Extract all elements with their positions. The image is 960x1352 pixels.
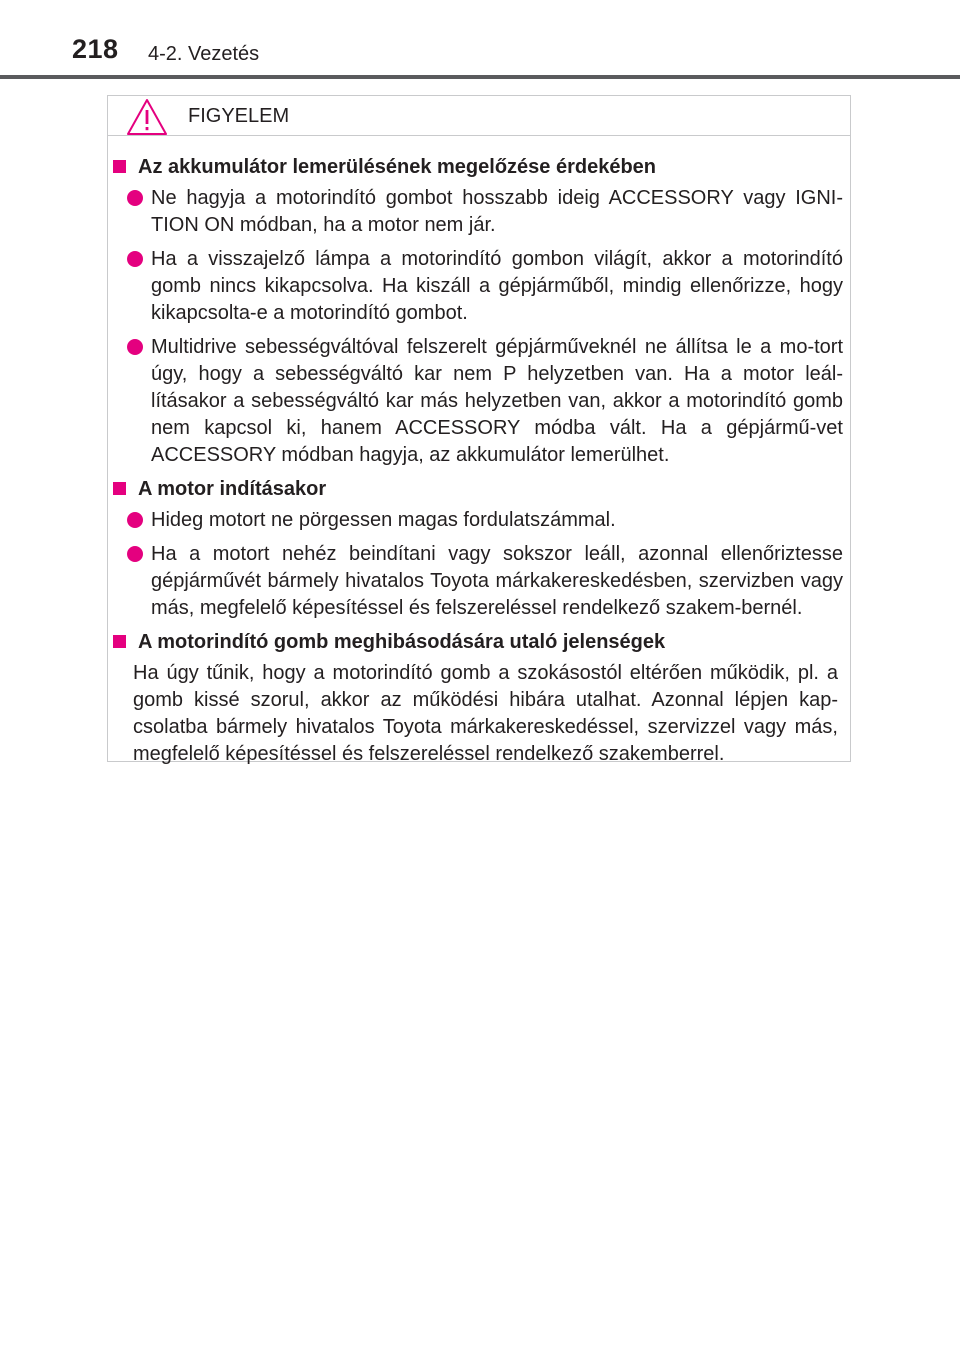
round-bullet-icon [127,251,143,267]
warning-content [108,154,850,768]
warning-box [107,95,851,765]
round-bullet-icon [127,546,143,562]
warning-triangle-icon [126,98,168,136]
square-bullet-icon [113,635,126,648]
section-title: 4-2. Vezetés [148,43,260,65]
round-bullet-icon [127,512,143,528]
list-item-text: Multidrive sebességváltóval felszerelt gépjárműveknél ne állítsa le a mo-tort úgy, hogy a sebességváltó kar nem P helyzetben van. Ha a motor leál-lításakor a sebességváltó kar más helyzetben van, akkor a motorindító gomb nem kapcsol ki, hanem ACCESSORY módba vált. Ha a gépjármű-vet ACCESSORY módban hagyja, az akkumulátor lemerülhet. [151,336,843,466]
square-bullet-icon [113,482,126,495]
list-item-text: Hideg motort ne pörgessen magas fordulatszámmal. [151,509,616,531]
section-heading-text: A motor indításakor [138,478,327,500]
section-heading [113,154,838,181]
square-bullet-icon [113,160,126,173]
list-item-text: Ha a visszajelző lámpa a motorindító gombon világít, akkor a motorindító gomb nincs kikapcsolva. Ha kiszáll a gépjárműből, mindig ellenőrizze, hogy kikapcsolta-e a motorindító gombot. [151,248,843,324]
list-item [108,246,843,327]
section-heading-text: A motorindító gomb meghibásodására utaló jelenségek [138,631,666,653]
list-item-text: Ha a motort nehéz beindítani vagy sokszor leáll, azonnal ellenőriztesse gépjárművét bármely hivatalos Toyota márkakereskedésben, szervizben vagy más, megfelelő képesítéssel és felszereléssel rendelkező szakem-bernél. [151,543,843,619]
header-divider [0,75,960,79]
section-heading-text: Az akkumulátor lemerülésének megelőzése érdekében [138,156,657,178]
section-heading [113,476,838,503]
list-item [108,541,843,622]
section-paragraph: Ha úgy tűnik, hogy a motorindító gomb a szokásostól eltérően működik, pl. a gomb kissé szorul, akkor az működési hibára utalhat. Azonnal lépjen kap-csolatba bármely hivatalos Toyota márkakereskedéssel, szervizzel vagy más, megfelelő képesítéssel és felszereléssel rendelkező szakemberrel. [133,662,838,765]
round-bullet-icon [127,339,143,355]
page-number: 218 [72,34,119,64]
warning-header [108,96,850,136]
round-bullet-icon [127,190,143,206]
section-heading [113,629,838,656]
page-header [0,0,960,80]
warning-title: FIGYELEM [188,105,290,127]
list-item-text: Ne hagyja a motorindító gombot hosszabb ideig ACCESSORY vagy IGNI-TION ON módban, ha a motor nem jár. [151,187,843,236]
list-item [108,185,843,239]
list-item [108,507,843,534]
list-item [108,334,843,469]
